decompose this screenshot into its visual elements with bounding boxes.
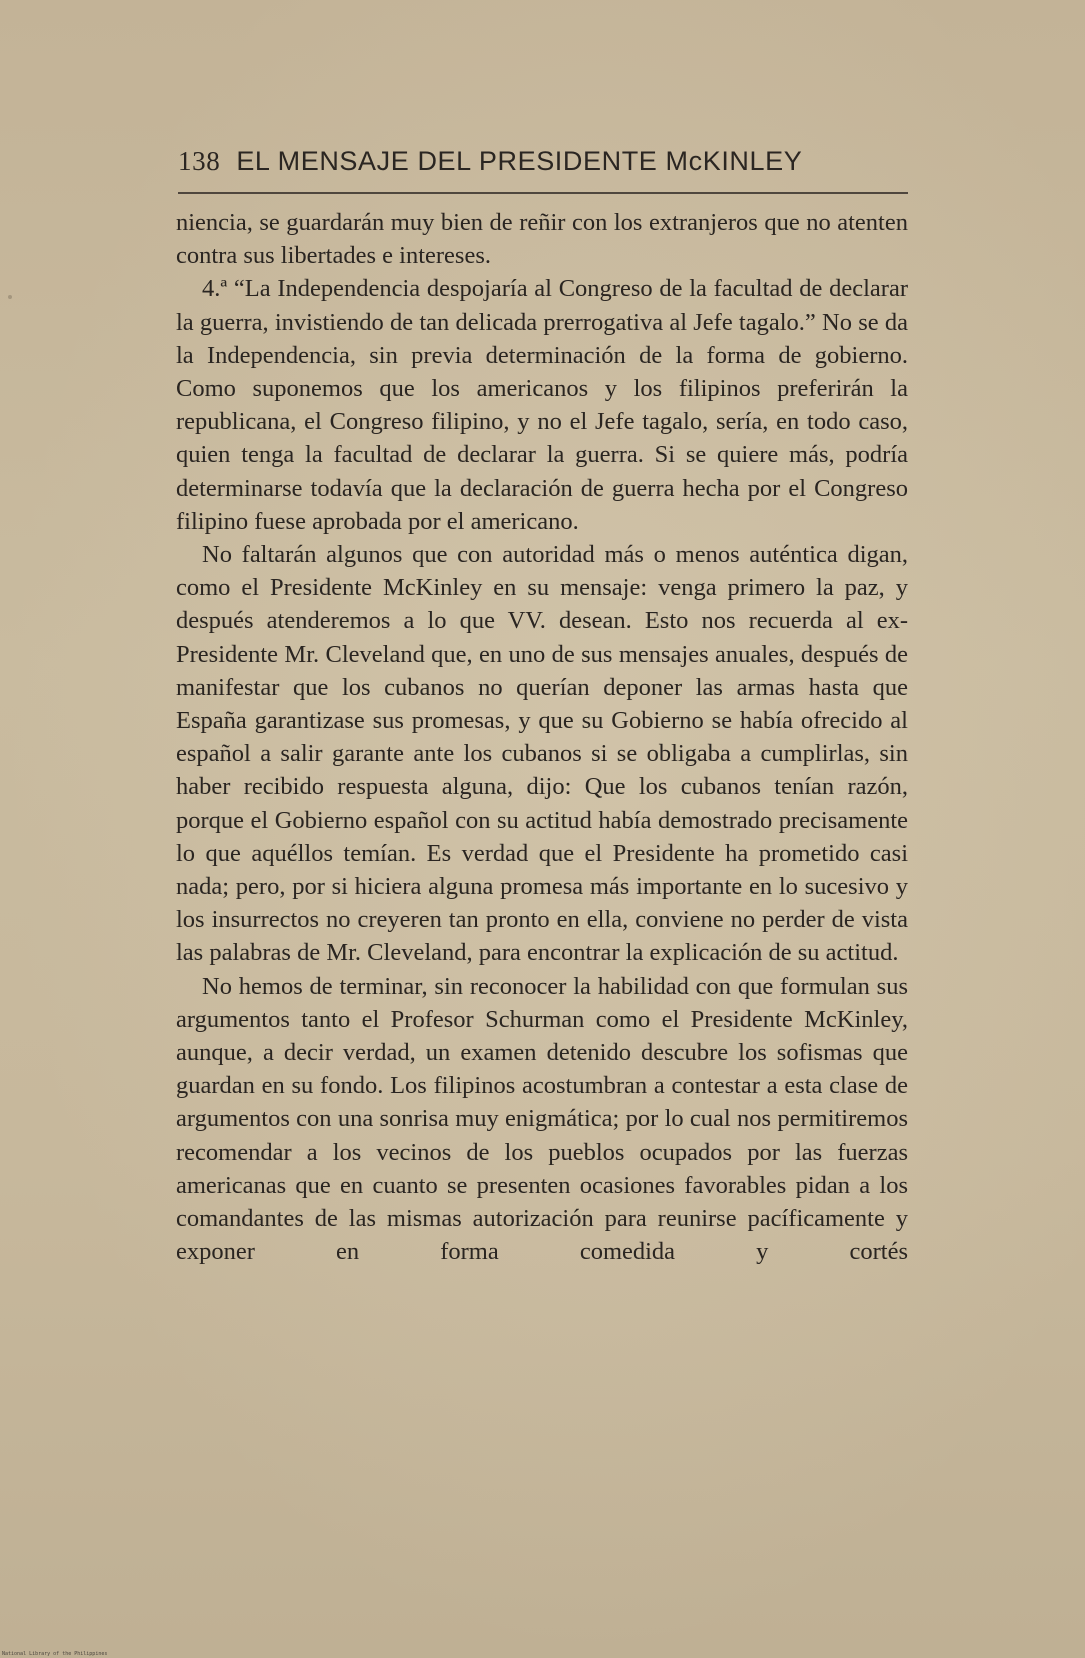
paragraph-continuation: niencia, se guardarán muy bien de reñir con los extranjeros que no atenten contra sus libertades e intereses. — [176, 209, 908, 270]
running-title: EL MENSAJE DEL PRESIDENTE McKINLEY — [236, 146, 803, 176]
paragraph-conclusion: No hemos de terminar, sin reconocer la habilidad con que formulan sus argumentos tanto el Profesor Schurman como el Presidente McKinley, aunque, a decir verdad, un examen detenido descubre los sofismas que guardan en su fondo. Los filipinos acostumbran a contestar a esta clase de argumentos con una sonrisa muy enigmática; por lo cual nos permitiremos recomendar a los vecinos de los pueblos ocupados por las fuerzas americanas que en cuanto se presenten ocasiones favorables pidan a los comandantes de las mismas autorización para reunirse pacíficamente y exponer en forma comedida y cortés — [176, 972, 908, 1266]
paragraph-point-4: 4.ª “La Independencia despojaría al Congreso de la facultad de declarar la guerra, invistiendo de tan delicada prerrogativa al Jefe tagalo.” No se da la Independencia, sin previa determinación de la forma de gobierno. Como suponemos que los americanos y los filipinos preferirán la republicana, el Congreso filipino, y no el Jefe tagalo, sería, en todo caso, quien tenga la facultad de declarar la guerra. Si se quiere más, podría determinarse todavía que la declaración de guerra hecha por el Congreso filipino fuese aprobada por el americano. — [176, 275, 908, 535]
paper-spot — [8, 295, 12, 299]
header-rule — [178, 192, 908, 194]
body-text — [176, 206, 908, 1269]
page-number: 138 — [178, 146, 221, 176]
running-head — [178, 146, 908, 184]
paragraph-cleveland: No faltarán algunos que con autoridad más o menos auténtica digan, como el Presidente McKinley en su mensaje: venga primero la paz, y después atenderemos a lo que VV. desean. Esto nos recuerda al ex-Presidente Mr. Cleveland que, en uno de sus mensajes anuales, después de manifestar que los cubanos no querían deponer las armas hasta que España garantizase sus promesas, y que su Gobierno se había ofrecido al español a salir garante ante los cubanos si se obligaba a cumplirlas, sin haber recibido respuesta alguna, dijo: Que los cubanos tenían razón, porque el Gobierno español con su actitud había demostrado precisamente lo que aquéllos temían. Es verdad que el Presidente ha prometido casi nada; pero, por si hiciera alguna promesa más importante en lo sucesivo y los insurrectos no creyeren tan pronto en ella, conviene no perder de vista las palabras de Mr. Cleveland, para encontrar la explicación de su actitud. — [176, 541, 908, 967]
library-credit: National Library of the Philippines — [2, 1651, 108, 1657]
